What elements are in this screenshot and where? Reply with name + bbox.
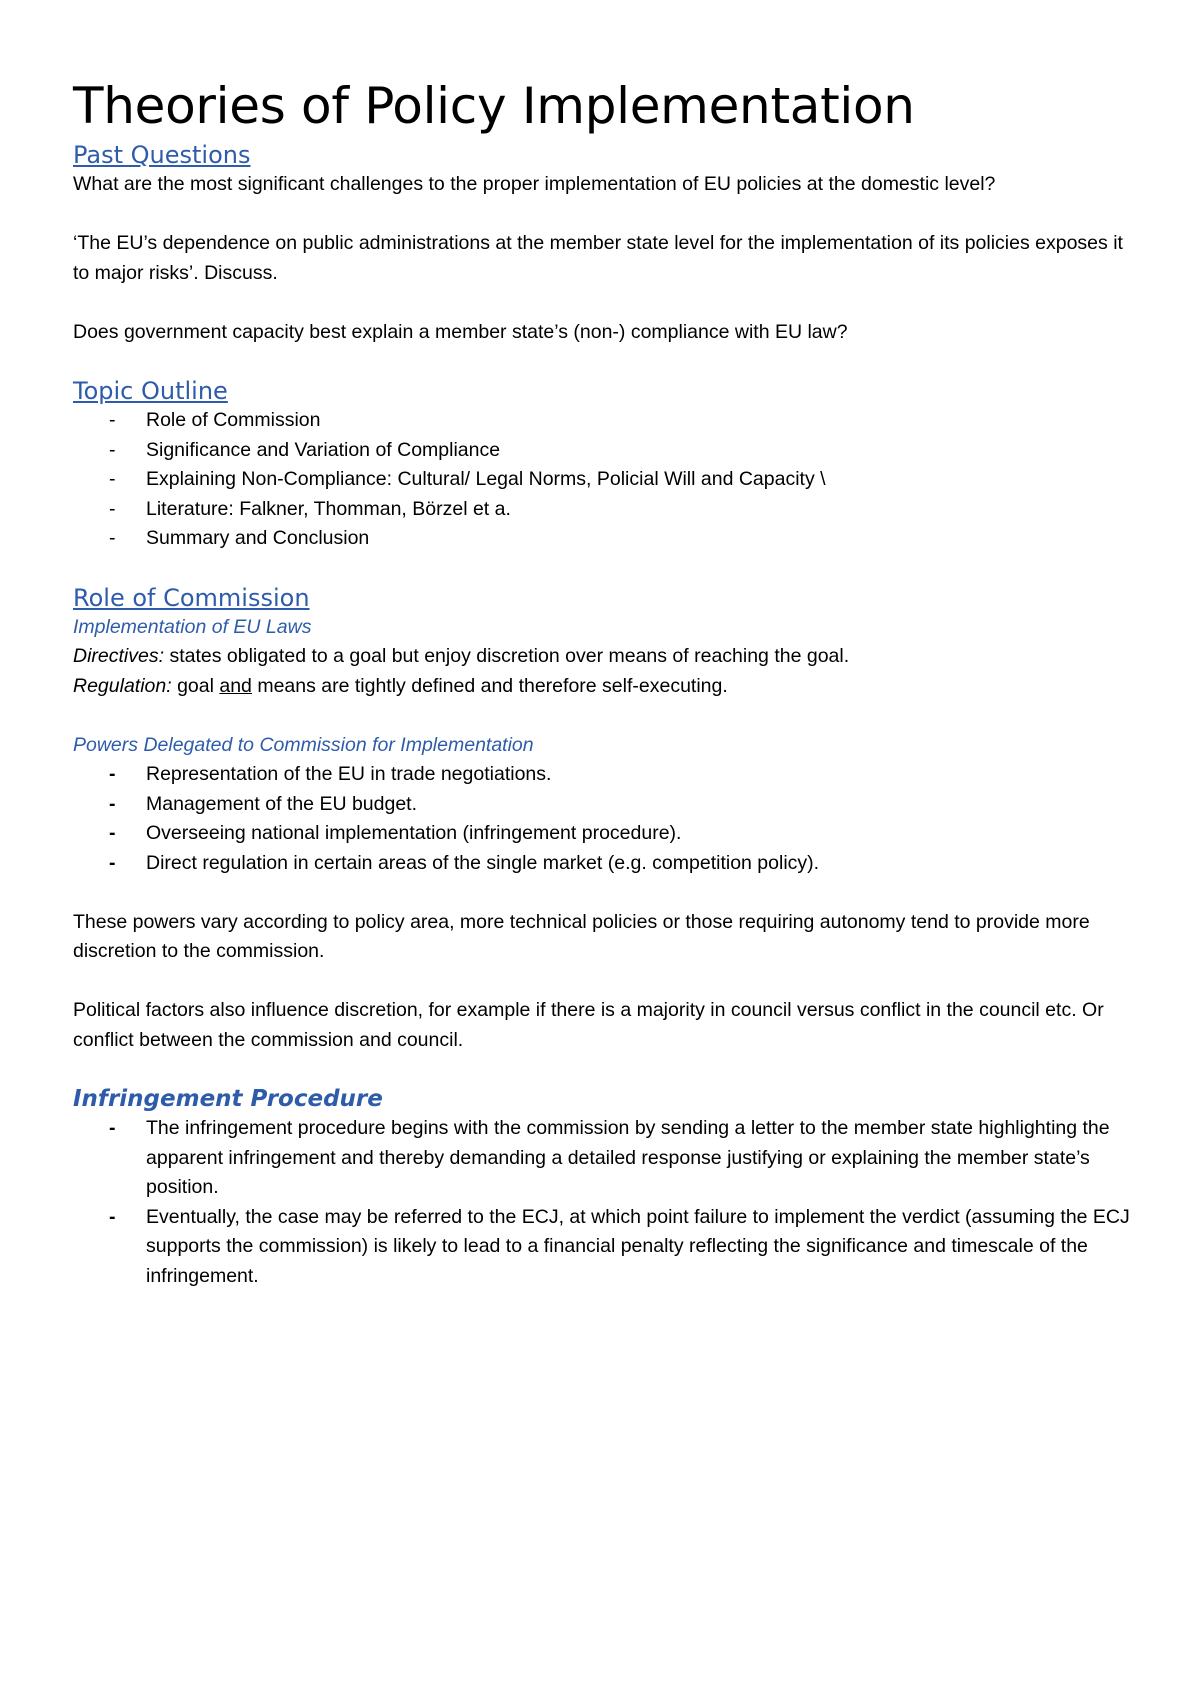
spacer [73,200,1133,230]
dash-bullet: - [109,527,116,549]
role-of-commission-heading: Role of Commission [73,583,310,612]
dash-bullet: - [109,1205,116,1228]
list-item-text: Summary and Conclusion [146,527,370,549]
dash-bullet: - [109,468,116,490]
dash-bullet: - [109,851,116,874]
document-content [73,72,1133,1291]
directives-text: states obligated to a goal but enjoy discretion over means of reaching the goal. [164,645,850,667]
dash-bullet: - [109,409,116,431]
dash-bullet: - [109,763,116,785]
dash-bullet: - [109,792,116,815]
list-item [73,524,1133,554]
list-item-text: Management of the EU budget. [146,792,418,815]
list-item-text: Direct regulation in certain areas of the single market (e.g. competition policy). [146,851,820,874]
past-question-1: What are the most significant challenges to the proper implementation of EU policies at the domestic level? [73,173,996,195]
regulation-text-2: means are tightly defined and therefore self-executing. [251,674,728,697]
list-item-text: Significance and Variation of Compliance [146,438,501,461]
page-title: Theories of Policy Implementation [73,77,915,135]
list-item-text: Eventually, the case may be referred to the ECJ, at which point failure to implement the verdict (assuming the ECJ supports the commission) is likely to lead to a financial penalty reflecting the significance and timescale of the infringement. [146,1205,1130,1287]
list-item [73,495,1133,525]
regulation-text-1: goal [171,674,220,697]
infringement-list [73,1114,1133,1291]
regulation-label: Regulation: [73,674,172,697]
spacer [73,701,1133,731]
list-item [73,1114,1133,1203]
list-item-text: Representation of the EU in trade negotiations. [146,763,552,785]
list-item [73,819,1133,849]
list-item-text: The infringement procedure begins with the commission by sending a letter to the member state highlighting the apparent infringement and thereby demanding a detailed response justifying or explaining the member state’s position. [146,1117,1110,1198]
dash-bullet: - [109,1117,116,1139]
past-question-3: Does government capacity best explain a member state’s (non-) compliance with EU law? [73,320,848,343]
directives-paragraph [73,642,1133,672]
list-item [73,760,1133,790]
dash-bullet: - [109,822,116,844]
list-item-text: Explaining Non-Compliance: Cultural/ Legal Norms, Policial Will and Capacity \ [146,468,826,490]
list-item-text: Literature: Falkner, Thomman, Börzel et a. [146,497,511,520]
list-item [73,465,1133,495]
directives-label: Directives: [73,645,165,667]
regulation-and: and [219,674,252,697]
list-item [73,1203,1133,1292]
list-item [73,790,1133,820]
topic-outline-list [73,406,1133,554]
spacer [73,878,1133,908]
powers-vary-paragraph: These powers vary according to policy area, more technical policies or those requiring autonomy tend to provide more discretion to the commission. [73,910,1090,962]
spacer [73,967,1133,997]
list-item [73,436,1133,466]
regulation-paragraph [73,672,1133,702]
list-item [73,849,1133,879]
spacer [73,288,1133,318]
list-item-text: Overseeing national implementation (infringement procedure). [146,822,682,844]
powers-list [73,760,1133,878]
topic-outline-heading: Topic Outline [73,377,228,405]
implementation-laws-subheading: Implementation of EU Laws [73,615,312,638]
dash-bullet: - [109,497,116,520]
list-item-text: Role of Commission [146,409,321,431]
past-questions-heading: Past Questions [73,141,251,169]
infringement-procedure-heading: Infringement Procedure [73,1086,383,1112]
list-item [73,406,1133,436]
dash-bullet: - [109,438,116,461]
political-factors-paragraph: Political factors also influence discretion, for example if there is a majority in council versus conflict in the council etc. Or conflict between the commission and council. [73,999,1104,1051]
past-question-2: ‘The EU’s dependence on public administrations at the member state level for the implementation of its policies exposes it to major risks’. Discuss. [73,232,1123,284]
powers-subheading: Powers Delegated to Commission for Implementation [73,733,534,756]
